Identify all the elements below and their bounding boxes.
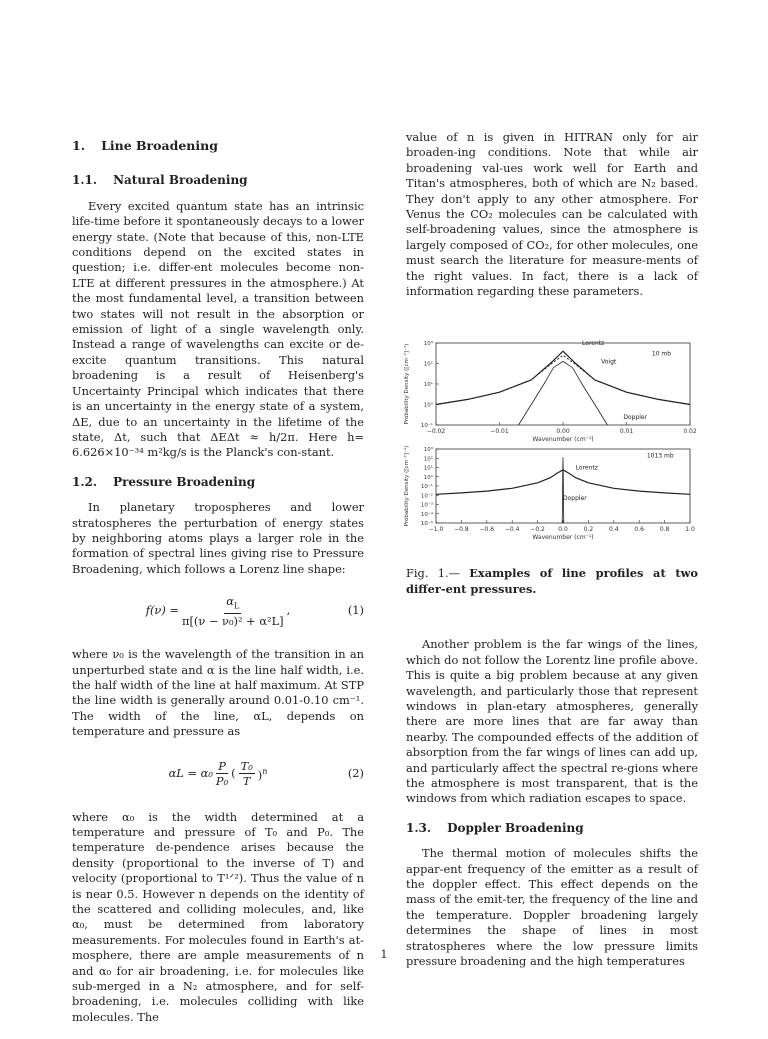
y-tick-label: 10⁰ — [423, 475, 433, 482]
x-tick-label: 0.00 — [556, 428, 570, 436]
y-tick-label: 10⁻³ — [420, 502, 433, 509]
paragraph-temperature-dependence: where α₀ is the width determined at a temperature and pressure of T₀ and P₀. The temperature de-pendence arises because the density (proportional to the inverse of T) and velocity (proportional to T¹ᐟ²). Thus the value of n is near 0.5. However n depends on the identity of the scattered and colliding molecules, and, like α₀, must be determined from laboratory measurements. For molecules found in Earth's at-mosphere, there are ample measurements of n and α₀ for air broadening, i.e. for molecules like sub-merged in a N₂ atmosphere, and for self-broadening, i.e. molecules colliding with like molecules. The — [72, 809, 364, 1024]
series-label-doppler: Doppler — [623, 414, 648, 422]
figure-line-profiles — [400, 339, 700, 544]
left-column — [72, 130, 364, 1039]
series-line-voigt — [436, 356, 690, 405]
y-tick-label: 10⁻⁴ — [420, 512, 433, 519]
y-tick-label: 10³ — [423, 341, 433, 348]
x-tick-label: 0.6 — [634, 526, 644, 534]
equation-2-pressure-ratio: $\frac{P}{\text{P₀}}$ — [215, 759, 229, 789]
paragraph-natural-broadening: Every excited quantum state has an intrinsic life-time before it spontaneously decays to a lower energy state. (Note that because of this, non-LTE conditions depend on the excited states in question; i.e. differ-ent molecules become non-LTE at different pressures in the atmosphere.) At the most fundamental level, a transition between two states will not result in the absorption or emission of light of a single wavelength only. Instead a range of wavelengths can excite or de-excite quantum transitions. This natural broadening is a result of Heisenberg's Uncertainty Principal which indicates that there is an uncertainty in the energy state of a system, ΔE, due to an uncertainty in the lifetime of the state, Δt, such that ΔEΔt ≈ h/2π. Here h= 6.626×10⁻³⁴ m²kg/s is the Planck's con-stant. — [72, 198, 364, 460]
paragraph-far-wings: Another problem is the far wings of the lines, which do not follow the Lorentz line profile above. This is quite a big problem because at any given wavelength, and particularly those that represent windows in plan-etary atmospheres, generally there are more lines that are far away than nearby. The compounded effects of the addition of absorption from the far wings of lines can add up, and particularly affect the spectral re-gions where the atmosphere is most transparent, that is the windows from which radiation escapes to space. — [406, 637, 698, 806]
y-axis-label: Probability Density ([cm⁻¹]⁻¹) — [404, 446, 410, 527]
line-profile-plots — [400, 339, 700, 544]
page-number: 1 — [380, 948, 388, 961]
y-tick-label: 10³ — [423, 447, 433, 454]
paragraph-doppler-broadening: The thermal motion of molecules shifts the appar-ent frequency of the emitter as a result of the doppler effect. This effect depends on the mass of the emit-ter, the frequency of the line and the temperature. Doppler broadening largely determines the shape of lines in most stratospheres where the low pressure limits pressure broadening and the high temperatures — [406, 846, 698, 968]
x-axis-label: Wavenumber (cm⁻¹) — [532, 436, 594, 444]
x-tick-label: −0.01 — [490, 428, 509, 436]
x-tick-label: 0.0 — [558, 526, 568, 534]
x-tick-label: 0.4 — [609, 526, 619, 534]
x-tick-label: 1.0 — [685, 526, 695, 534]
y-tick-label: 10² — [423, 456, 433, 463]
series-label-voigt: Voigt — [601, 358, 617, 366]
subsection-heading-natural-broadening: 1.1. Natural Broadening — [72, 173, 248, 188]
equation-2-temperature-ratio: $\frac{\text{T₀}}{T}$ — [240, 759, 253, 789]
equation-2: αL = α₀ $\frac{P}{\text{P₀}}$ ( $\frac{\text{T₀}}{T}$ )$^n$ (2) — [168, 759, 364, 789]
section-heading-line-broadening: 1. Line Broadening — [72, 138, 218, 153]
equation-2-number: (2) — [347, 765, 364, 780]
y-tick-label: 10⁻⁵ — [420, 521, 433, 528]
y-tick-label: 10¹ — [423, 465, 433, 472]
x-tick-label: −0.2 — [530, 526, 545, 534]
x-tick-label: 0.2 — [583, 526, 594, 534]
y-tick-label: 10⁰ — [423, 402, 433, 409]
y-tick-label: 10⁻¹ — [420, 423, 433, 430]
x-tick-label: −0.4 — [504, 526, 520, 534]
series-label-lorentz: Lorentz — [582, 340, 605, 348]
x-tick-label: −1.0 — [428, 526, 444, 534]
subsection-heading-pressure-broadening: 1.2. Pressure Broadening — [72, 474, 256, 489]
pressure-annotation: 10 mb — [651, 350, 672, 358]
subsection-heading-doppler-broadening: 1.3. Doppler Broadening — [406, 820, 584, 835]
equation-2-lhs: αL = α₀ — [168, 765, 213, 780]
paragraph-hitran: value of n is given in HITRAN only for air broaden-ing conditions. Note that while air broadening val-ues work well for Earth and Titan's atmospheres, both of which are N₂ based. They don't apply to any other atmosphere. For Venus the CO₂ molecules can be calculated with self-broadening values, since the atmosphere is largely composed of CO₂, for other molecules, one must search the literature for measure-ments of the right values. In fact, there is a lack of information regarding these parameters. — [406, 130, 698, 299]
equation-1: f(ν) = $\frac{\alpha_L}{\text{π[(ν − ν₀)² + α²L]}}$ , (1) — [145, 594, 364, 629]
equation-1-number: (1) — [347, 603, 364, 618]
x-tick-label: 0.8 — [659, 526, 670, 534]
y-tick-label: 10⁻² — [420, 493, 433, 500]
x-tick-label: −0.02 — [426, 428, 446, 436]
series-line-doppler — [519, 362, 608, 426]
right-column — [406, 130, 698, 983]
equation-1-fraction: $\frac{\alpha_L}{\text{π[(ν − ν₀)² + α²L]}}$ — [181, 594, 284, 629]
series-label-lorentz: Lorentz — [575, 464, 598, 472]
y-tick-label: 10⁻¹ — [420, 484, 433, 491]
figure-caption: Fig. 1.— Examples of line profiles at two differ-ent pressures. — [406, 566, 698, 596]
x-tick-label: −0.8 — [454, 526, 469, 534]
pressure-annotation: 1013 mb — [646, 452, 674, 460]
paragraph-pressure-broadening: In planetary tropospheres and lower stratospheres the perturbation of energy states by neighboring atoms plays a larger role in the formation of spectral lines giving rise to Pressure Broadening, which follows a Lorenz line shape: — [72, 500, 364, 576]
x-axis-label: Wavenumber (cm⁻¹) — [532, 534, 594, 542]
series-label-doppler: Doppler — [563, 495, 587, 503]
y-tick-label: 10² — [423, 361, 433, 368]
series-line-lorentz — [436, 352, 690, 405]
equation-1-lhs: f(ν) = — [145, 603, 179, 618]
x-tick-label: 0.02 — [683, 428, 697, 436]
series-line-doppler — [562, 458, 564, 524]
x-tick-label: 0.01 — [619, 428, 634, 436]
x-tick-label: −0.6 — [479, 526, 495, 534]
paragraph-line-width: where ν₀ is the wavelength of the transition in an unperturbed state and α is the line half width, i.e. the half width of the line at half maximum. At STP the line width is generally around 0.01-0.10 cm⁻¹. The width of the line, αL, depends on temperature and pressure as — [72, 647, 364, 739]
y-axis-label: Probability Density ([cm⁻¹]⁻¹) — [404, 344, 410, 425]
y-tick-label: 10¹ — [423, 382, 433, 389]
